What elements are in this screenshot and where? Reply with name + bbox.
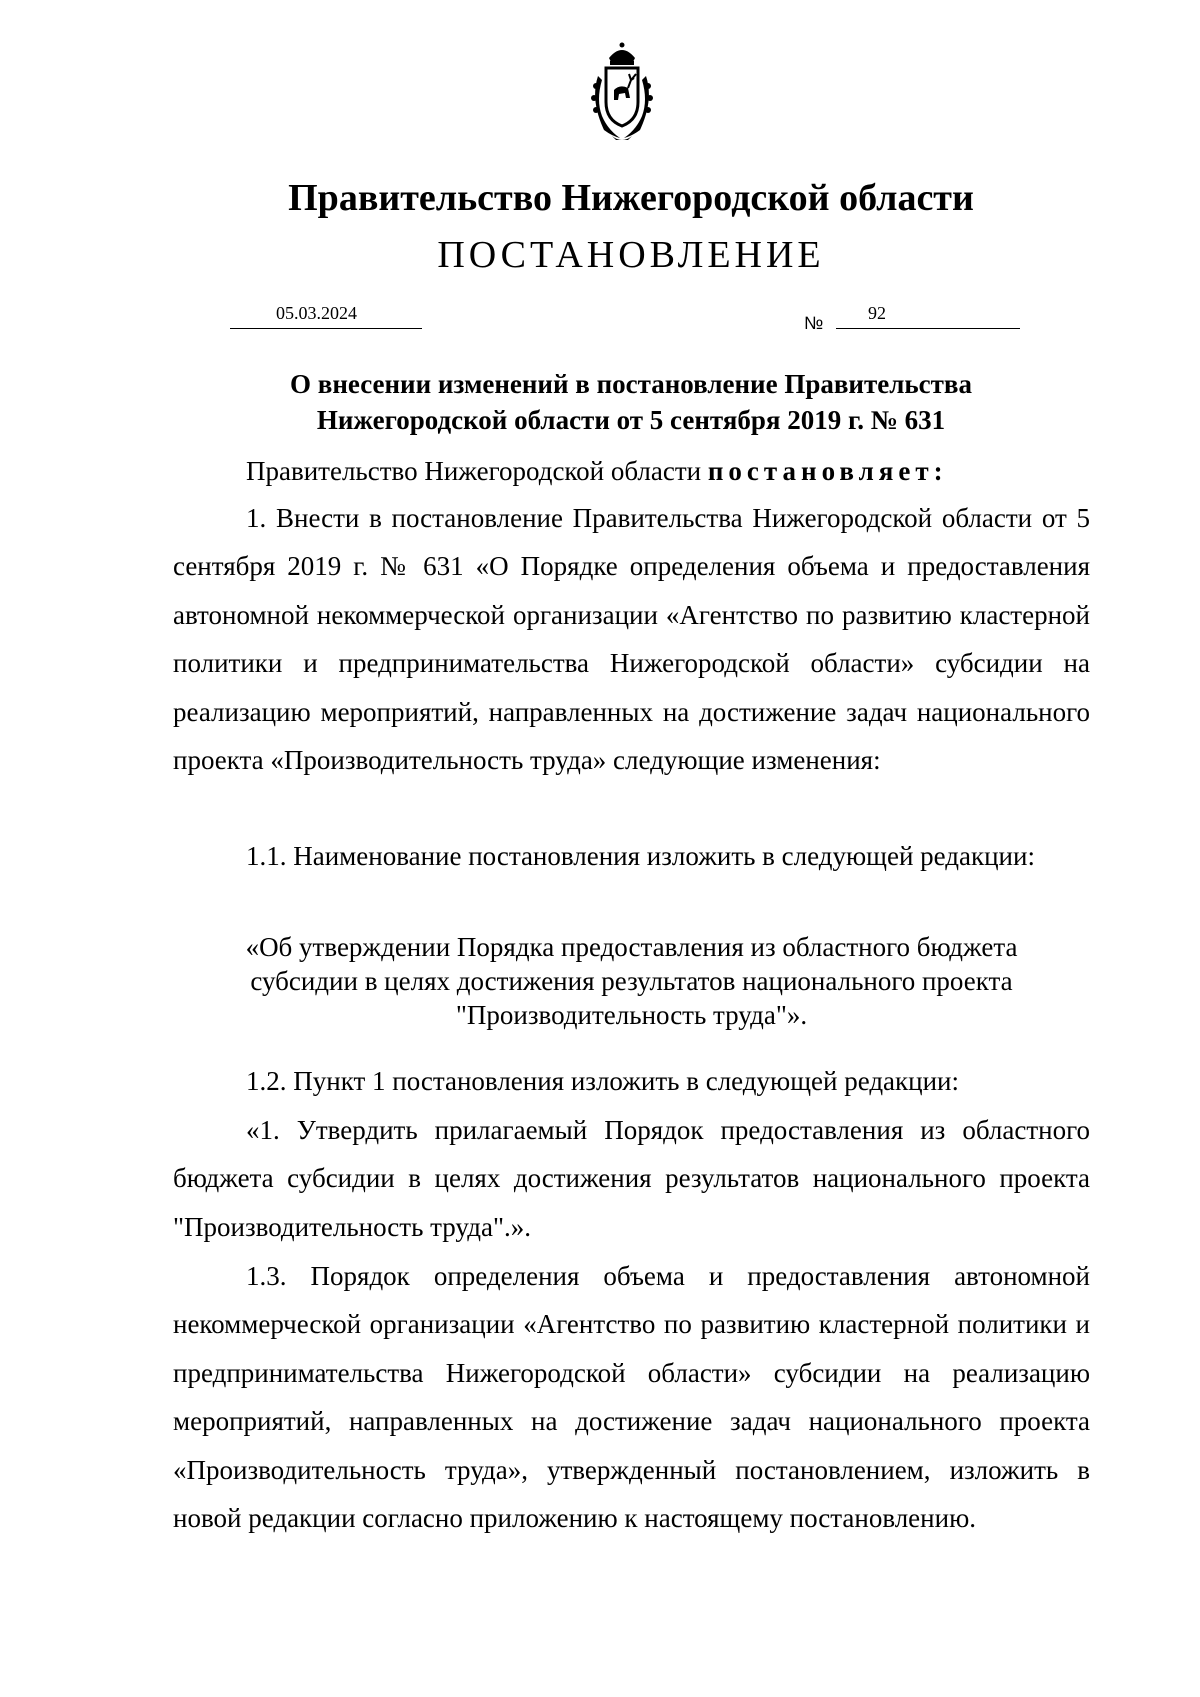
date-field (230, 303, 422, 329)
intro-emphasis: постановляет: (707, 456, 948, 486)
paragraph-1-2-quote: «1. Утвердить прилагаемый Порядок предоставления из областного бюджета субсидии в целях достижения результатов национального проекта "Производительность труда".». (173, 1115, 1090, 1242)
paragraph-1-1: 1.1. Наименование постановления изложить в следующей редакции: (246, 841, 1035, 871)
document-subject (170, 366, 1092, 438)
subject-line-2: Нижегородской области от 5 сентября 2019 г. № 631 (316, 405, 946, 435)
quote-line-1: «Об утверждении Порядка предоставления из областного бюджета (245, 932, 1018, 962)
document-date: 05.03.2024 (276, 303, 357, 323)
crown-icon (609, 43, 635, 66)
paragraph-1-3: 1.3. Порядок определения объема и предоставления автономной некоммерческой организации «Агентство по развитию кластерной политики и предпринимательства Нижегородской области» субсидии на реализацию мероприятий, направленных на достижение задач национального проекта «Производительность труда», утвержденный постановлением, изложить в новой редакции согласно приложению к настоящему постановлению. (173, 1261, 1090, 1534)
nizhny-novgorod-coat-of-arms-emblem (576, 40, 668, 144)
intro-paragraph (173, 447, 1090, 495)
paragraph-1: 1. Внести в постановление Правительства Нижегородской области от 5 сентября 2019 г. № 631 «О Порядке определения объема и предоставления автономной некоммерческой организации «Агентство по развитию кластерной политики и предпринимательства Нижегородской области» субсидии на реализацию мероприятий, направленных на достижение задач национального проекта «Производительность труда» следующие изменения: (173, 503, 1090, 776)
quote-line-2: субсидии в целях достижения результатов национального проекта (250, 966, 1013, 996)
number-field (836, 303, 1020, 329)
government-name-heading: Правительство Нижегородской области (288, 177, 974, 219)
subject-line-1: О внесении изменений в постановление Правительства (290, 369, 972, 399)
number-sign-label: № (804, 313, 824, 333)
document-type-heading: ПОСТАНОВЛЕНИЕ (437, 234, 825, 276)
paragraph-1-2: 1.2. Пункт 1 постановления изложить в следующей редакции: (246, 1066, 960, 1096)
quote-line-3: "Производительность труда"». (455, 1000, 808, 1030)
intro-text: Правительство Нижегородской области (246, 456, 708, 486)
quoted-title-block (173, 930, 1090, 1032)
document-number: 92 (868, 303, 886, 323)
